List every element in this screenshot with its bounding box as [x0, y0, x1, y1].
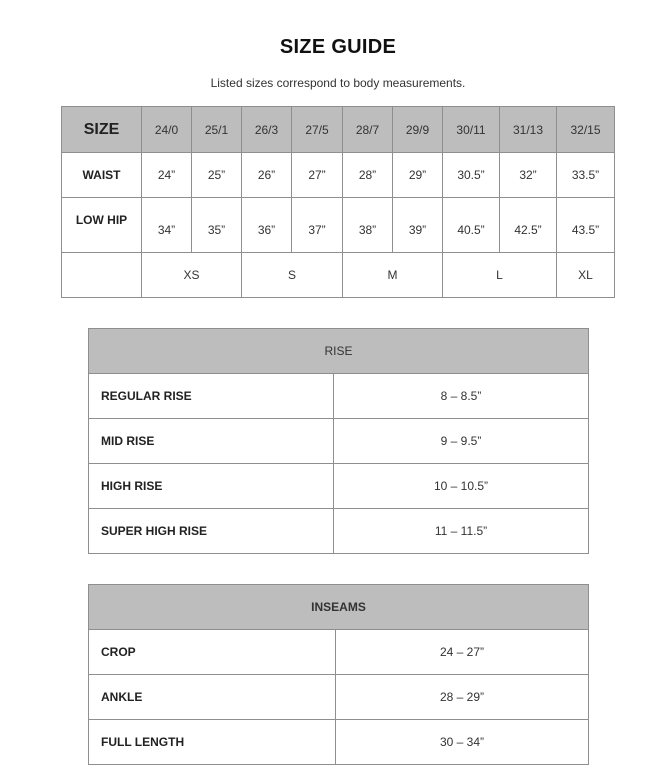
inseam-label: FULL LENGTH — [89, 720, 336, 765]
size-header-cell: 32/15 — [557, 107, 615, 153]
waist-cell: 32” — [500, 153, 557, 198]
waist-cell: 29” — [393, 153, 443, 198]
page-subtitle: Listed sizes correspond to body measurements. — [210, 76, 466, 90]
table-row — [89, 464, 589, 509]
size-group-cell: M — [343, 253, 443, 298]
rise-value: 8 – 8.5” — [334, 374, 589, 419]
waist-cell: 33.5” — [557, 153, 615, 198]
hip-cell: 43.5” — [557, 198, 615, 253]
table-row — [89, 419, 589, 464]
size-header-cell: 24/0 — [142, 107, 192, 153]
rise-label: MID RISE — [89, 419, 334, 464]
waist-cell: 28” — [343, 153, 393, 198]
hip-cell: 34” — [142, 198, 192, 253]
inseam-label: ANKLE — [89, 675, 336, 720]
size-header-label: SIZE — [62, 107, 142, 153]
hip-cell: 38” — [343, 198, 393, 253]
hip-cell: 40.5” — [443, 198, 500, 253]
rise-header: RISE — [89, 329, 589, 374]
table-row — [89, 509, 589, 554]
waist-cell: 30.5” — [443, 153, 500, 198]
size-header-cell: 29/9 — [393, 107, 443, 153]
table-row — [89, 374, 589, 419]
hip-cell: 42.5” — [500, 198, 557, 253]
waist-cell: 24” — [142, 153, 192, 198]
hip-cell: 35” — [192, 198, 242, 253]
size-header-cell: 25/1 — [192, 107, 242, 153]
rise-value: 9 – 9.5” — [334, 419, 589, 464]
rise-header-row — [89, 329, 589, 374]
waist-cell: 27” — [292, 153, 343, 198]
waist-row — [62, 153, 615, 198]
rise-value: 10 – 10.5” — [334, 464, 589, 509]
hip-cell: 36” — [242, 198, 292, 253]
rise-label: HIGH RISE — [89, 464, 334, 509]
size-header-cell: 30/11 — [443, 107, 500, 153]
size-header-cell: 31/13 — [500, 107, 557, 153]
size-group-empty-cell — [62, 253, 142, 298]
table-row — [89, 630, 589, 675]
rise-label: SUPER HIGH RISE — [89, 509, 334, 554]
page-title: SIZE GUIDE — [279, 36, 397, 58]
size-group-cell: XL — [557, 253, 615, 298]
size-header-cell: 26/3 — [242, 107, 292, 153]
inseam-value: 24 – 27” — [336, 630, 589, 675]
size-group-cell: XS — [142, 253, 242, 298]
inseam-label: CROP — [89, 630, 336, 675]
inseam-value: 28 – 29” — [336, 675, 589, 720]
size-header-cell: 28/7 — [343, 107, 393, 153]
inseam-value: 30 – 34” — [336, 720, 589, 765]
low-hip-row — [62, 198, 615, 253]
hip-cell: 37” — [292, 198, 343, 253]
inseams-header: INSEAMS — [89, 585, 589, 630]
waist-cell: 25” — [192, 153, 242, 198]
size-group-cell: S — [242, 253, 343, 298]
inseams-table — [88, 584, 589, 765]
inseams-header-row — [89, 585, 589, 630]
size-header-cell: 27/5 — [292, 107, 343, 153]
size-header-row — [62, 107, 615, 153]
size-group-row — [62, 253, 615, 298]
rise-table — [88, 328, 589, 554]
size-chart-table — [61, 106, 615, 298]
waist-cell: 26” — [242, 153, 292, 198]
table-row — [89, 675, 589, 720]
waist-label: WAIST — [62, 153, 142, 198]
hip-cell: 39” — [393, 198, 443, 253]
size-group-cell: L — [443, 253, 557, 298]
rise-label: REGULAR RISE — [89, 374, 334, 419]
rise-value: 11 – 11.5” — [334, 509, 589, 554]
low-hip-label: LOW HIP — [62, 198, 142, 253]
table-row — [89, 720, 589, 765]
